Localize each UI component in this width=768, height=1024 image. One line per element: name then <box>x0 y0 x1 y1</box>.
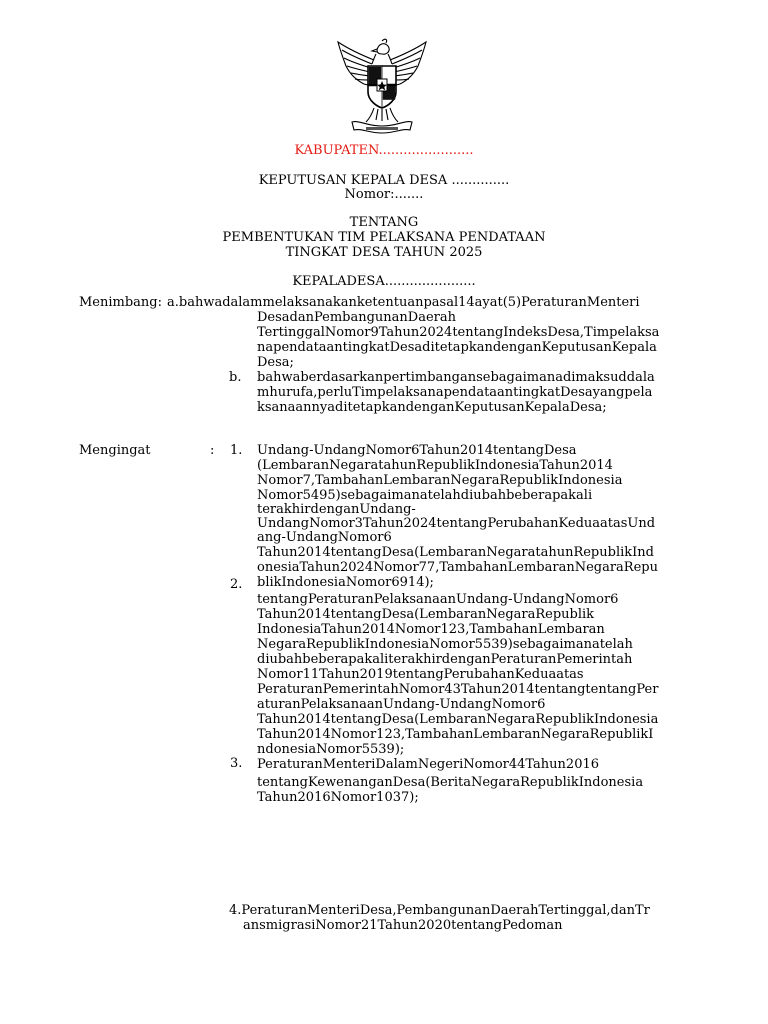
decree-subject-line-2: TINGKAT DESA TAHUN 2025 <box>285 245 483 260</box>
mengingat-line: NegaraRepublikIndonesiaNomor5539)sebagaimanatelah <box>257 637 633 652</box>
mengingat-line: tentangKewenanganDesa(BeritaNegaraRepublikIndonesia <box>257 775 644 790</box>
mengingat-line: Tahun2014tentangDesa(LembaranNegaraRepublikIndonesia <box>257 712 659 727</box>
mengingat-line: IndonesiaTahun2014Nomor123,TambahanLembaran <box>257 622 605 637</box>
kabupaten-line: KABUPATEN....................... <box>294 143 474 158</box>
mengingat-line: ang-UndangNomor6 <box>257 530 392 545</box>
menimbang-a-line: DesadanPembangunanDaerah <box>257 310 457 325</box>
mengingat-line: Nomor5495)sebagaimanatelahdiubahbeberapakali <box>257 488 593 503</box>
mengingat-line: UndangNomor3Tahun2024tentangPerubahanKeduaatasUnd <box>257 516 656 531</box>
garuda-emblem-icon <box>330 36 434 136</box>
mengingat-item-4-line: ansmigrasiNomor21Tahun2020tentangPedoman <box>243 918 563 933</box>
menimbang-a-line: napendataantingkatDesaditetapkandenganKeputusanKepala <box>257 340 657 355</box>
mengingat-line: PeraturanMenteriDalamNegeriNomor44Tahun2016 <box>257 757 600 772</box>
mengingat-line: Undang-UndangNomor6Tahun2014tentangDesa <box>257 443 577 458</box>
mengingat-line: Tahun2014tentangDesa(LembaranNegaratahunRepublikInd <box>257 545 654 560</box>
menimbang-a-line: TertinggalNomor9Tahun2024tentangIndeksDesa,Timpelaksa <box>257 325 660 340</box>
tentang-heading: TENTANG <box>349 215 419 230</box>
mengingat-marker-3: 3. <box>230 756 243 771</box>
menimbang-a-first-line: a.bahwadalammelaksanakanketentuanpasal14ayat(5)PeraturanMenteri <box>167 295 640 310</box>
decree-subject-line-1: PEMBENTUKAN TIM PELAKSANA PENDATAAN <box>222 230 546 245</box>
mengingat-line: PeraturanPemerintahNomor43Tahun2014tentangtentangPer <box>257 682 659 697</box>
mengingat-item-4-line: 4.PeraturanMenteriDesa,PembangunanDaerahTertinggal,danTr <box>229 903 650 918</box>
mengingat-line: Nomor7,TambahanLembaranNegaraRepublikIndonesia <box>257 473 623 488</box>
mengingat-line: aturanPelaksanaanUndang-UndangNomor6 <box>257 697 546 712</box>
mengingat-line: Tahun2016Nomor1037); <box>257 790 419 805</box>
mengingat-line: ndonesiaNomor5539); <box>257 742 405 757</box>
kepala-desa-line: KEPALADESA...................... <box>292 274 476 289</box>
menimbang-label: Menimbang: <box>79 295 163 310</box>
mengingat-line: terakhirdenganUndang- <box>257 502 416 517</box>
mengingat-line: onesiaTahun2024Nomor77,TambahanLembaranNegaraRepu <box>257 560 658 575</box>
menimbang-b-line: bahwaberdasarkanpertimbangansebagaimanadimaksuddala <box>257 370 655 385</box>
mengingat-line: diubahbeberapakaliterakhirdenganPeraturanPemerintah <box>257 652 633 667</box>
mengingat-marker-2: 2. <box>230 577 243 592</box>
mengingat-colon: : <box>210 443 215 458</box>
menimbang-b-line: ksanaannyaditetapkandenganKeputusanKepalaDesa; <box>257 400 607 415</box>
decree-number: Nomor:....... <box>344 187 424 202</box>
mengingat-line: tentangPeraturanPelaksanaanUndang-UndangNomor6 <box>257 592 619 607</box>
menimbang-b-marker: b. <box>229 370 242 385</box>
mengingat-line: blikIndonesiaNomor6914); <box>257 575 434 590</box>
mengingat-marker-1: 1. <box>230 443 243 458</box>
mengingat-label: Mengingat <box>79 443 151 458</box>
menimbang-a-line: Desa; <box>257 355 294 370</box>
menimbang-b-line: mhurufa,perluTimpelaksanapendataantingkatDesayangpela <box>257 385 653 400</box>
mengingat-line: Nomor11Tahun2019tentangPerubahanKeduaatas <box>257 667 584 682</box>
mengingat-line: (LembaranNegaratahunRepublikIndonesiaTahun2014 <box>257 458 613 473</box>
decree-title: KEPUTUSAN KEPALA DESA .............. <box>258 173 510 188</box>
mengingat-line: Tahun2014tentangDesa(LembaranNegaraRepublik <box>257 607 595 622</box>
mengingat-line: Tahun2014Nomor123,TambahanLembaranNegaraRepublikI <box>257 727 654 742</box>
